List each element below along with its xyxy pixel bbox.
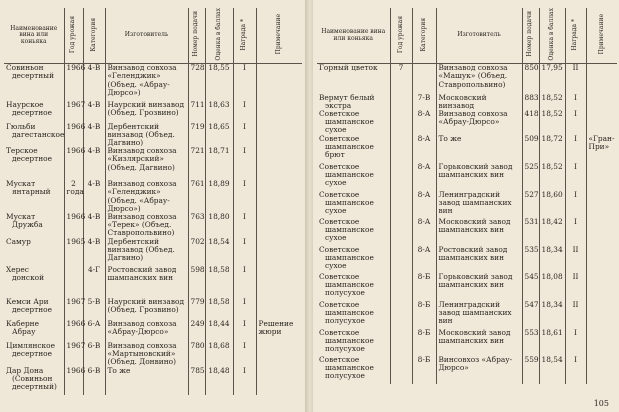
award-cell: I bbox=[565, 191, 586, 218]
award-cell: I bbox=[565, 135, 586, 163]
table-row bbox=[317, 135, 617, 163]
producer-cell: Ленинградский завод шампанских вин bbox=[436, 191, 522, 218]
award-cell: I bbox=[233, 320, 256, 342]
harvest-year-cell bbox=[390, 94, 412, 110]
harvest-year-cell: 7 bbox=[390, 64, 412, 94]
harvest-year-cell: 1966 bbox=[64, 320, 83, 342]
wine-name-cell: Советское шампанское полусухое bbox=[319, 327, 374, 354]
wine-name-cell: Советское шампанское брют bbox=[319, 133, 374, 160]
category-cell bbox=[412, 64, 436, 94]
score-cell: 18,44 bbox=[205, 320, 233, 342]
category-cell: 8-Б bbox=[412, 273, 436, 301]
wine-name-cell: Советское шампанское сухое bbox=[319, 109, 374, 135]
award-cell: I bbox=[565, 218, 586, 246]
note-cell bbox=[586, 94, 617, 110]
note-cell bbox=[256, 64, 302, 101]
note-cell: «Гран-При» bbox=[586, 135, 617, 163]
wine-name-cell: Советское шампанское сухое bbox=[319, 189, 374, 216]
award-cell: I bbox=[565, 110, 586, 135]
category-cell: 4-В bbox=[83, 147, 105, 180]
producer-cell: Ростовский завод шампанских вин bbox=[436, 246, 522, 273]
header-name: Наименование вина или коньяка bbox=[10, 24, 58, 45]
score-cell: 18,48 bbox=[205, 367, 233, 395]
score-cell: 18,34 bbox=[539, 246, 565, 273]
wine-name-cell: Мускат янтарный bbox=[6, 179, 51, 197]
producer-cell: Винзавод совхоза «Терек» (Объед. Ставропольвино) bbox=[105, 213, 188, 238]
table-row bbox=[4, 298, 302, 320]
sample-number-cell: 711 bbox=[188, 101, 205, 123]
category-cell: 8-А bbox=[412, 246, 436, 273]
right-page bbox=[313, 0, 619, 412]
table-row bbox=[4, 180, 302, 213]
harvest-year-cell bbox=[390, 218, 412, 246]
award-cell: I bbox=[233, 213, 256, 238]
category-cell: 8-Б bbox=[412, 329, 436, 356]
category-cell: 4-В bbox=[83, 213, 105, 238]
sample-number-cell: 418 bbox=[522, 110, 539, 135]
sample-number-cell: 527 bbox=[522, 191, 539, 218]
category-cell: 4-В bbox=[83, 64, 105, 101]
score-cell: 18,42 bbox=[539, 218, 565, 246]
harvest-year-cell: 1966 bbox=[64, 147, 83, 180]
score-cell: 18,08 bbox=[539, 273, 565, 301]
score-cell: 18,34 bbox=[539, 301, 565, 329]
note-cell bbox=[256, 238, 302, 266]
category-cell: 8-А bbox=[412, 191, 436, 218]
note-cell: Решение жюри bbox=[256, 320, 302, 342]
producer-cell: Наурский винзавод (Объед. Грозвино) bbox=[105, 298, 188, 320]
award-cell: I bbox=[565, 356, 586, 384]
harvest-year-cell: 1966 bbox=[64, 123, 83, 148]
score-cell: 18,52 bbox=[539, 94, 565, 110]
producer-cell: Ростовский завод шампанских вин bbox=[105, 266, 188, 298]
award-cell: II bbox=[565, 64, 586, 94]
sample-number-cell: 553 bbox=[522, 329, 539, 356]
producer-cell: Винзавод совхоза «Машук» (Объед. Ставропольвино) bbox=[436, 64, 522, 94]
table-row bbox=[4, 101, 302, 123]
producer-cell: Винзавод совхоза «Кизлярский» (Объед. Дагвино) bbox=[105, 147, 188, 180]
sample-number-cell: 763 bbox=[188, 213, 205, 238]
sample-number-cell: 780 bbox=[188, 342, 205, 367]
score-cell: 18,60 bbox=[539, 191, 565, 218]
award-cell: I bbox=[565, 163, 586, 191]
sample-number-cell: 535 bbox=[522, 246, 539, 273]
score-cell: 18,54 bbox=[539, 356, 565, 384]
note-cell bbox=[586, 246, 617, 273]
table-row bbox=[4, 64, 302, 101]
awards-table-left bbox=[4, 8, 302, 395]
harvest-year-cell: 2 года bbox=[64, 180, 83, 213]
producer-cell: Горьковский завод шампанских вин bbox=[436, 163, 522, 191]
producer-cell: Наурский винзавод (Объед. Грозвино) bbox=[105, 101, 188, 123]
header-sample: Номер подачи bbox=[522, 8, 539, 64]
wine-name-cell: Цимлянское десертное bbox=[6, 340, 55, 358]
wine-name-cell: Кемси Ари десертное bbox=[6, 296, 53, 314]
award-cell: I bbox=[233, 147, 256, 180]
wine-name-cell: Советское шампанское сухое bbox=[319, 216, 374, 243]
wine-name-cell: Херес донской bbox=[6, 264, 45, 282]
table-row bbox=[317, 356, 617, 384]
category-cell: 6-В bbox=[83, 367, 105, 395]
wine-name-cell: Советское шампанское сухое bbox=[319, 161, 374, 188]
award-cell: I bbox=[565, 94, 586, 110]
category-cell: 4-В bbox=[83, 101, 105, 123]
note-cell bbox=[586, 218, 617, 246]
score-cell: 17,95 bbox=[539, 64, 565, 94]
score-cell: 18,54 bbox=[205, 238, 233, 266]
producer-cell: То же bbox=[436, 135, 522, 163]
category-cell: 8-Б bbox=[412, 356, 436, 384]
table-row bbox=[317, 301, 617, 329]
score-cell: 18,72 bbox=[539, 135, 565, 163]
note-cell bbox=[256, 298, 302, 320]
score-cell: 18,68 bbox=[205, 342, 233, 367]
harvest-year-cell bbox=[390, 301, 412, 329]
category-cell: 8-А bbox=[412, 163, 436, 191]
score-cell: 18,52 bbox=[539, 163, 565, 191]
wine-name-cell: Горный цветок bbox=[319, 63, 378, 73]
table-row bbox=[4, 213, 302, 238]
award-cell: II bbox=[565, 301, 586, 329]
header-award: Награда * bbox=[565, 8, 586, 64]
note-cell bbox=[256, 101, 302, 123]
wine-name-cell: Наурское десертное bbox=[6, 99, 53, 117]
score-cell: 18,71 bbox=[205, 147, 233, 180]
table-row bbox=[317, 64, 617, 94]
award-cell: I bbox=[565, 329, 586, 356]
harvest-year-cell bbox=[390, 273, 412, 301]
wine-name-cell: Советское шампанское полусухое bbox=[319, 299, 374, 326]
harvest-year-cell bbox=[390, 191, 412, 218]
category-cell: 7-В bbox=[412, 94, 436, 110]
note-cell bbox=[256, 180, 302, 213]
wine-name-cell: Терское десертное bbox=[6, 146, 53, 164]
table-row bbox=[4, 123, 302, 148]
producer-cell: Винсовхоз «Абрау-Дюрсо» bbox=[436, 356, 522, 384]
sample-number-cell: 547 bbox=[522, 301, 539, 329]
sample-number-cell: 249 bbox=[188, 320, 205, 342]
harvest-year-cell: 1966 bbox=[64, 367, 83, 395]
producer-cell: Горьковский завод шампанских вин bbox=[436, 273, 522, 301]
note-cell bbox=[256, 123, 302, 148]
page-number: 105 bbox=[593, 399, 609, 408]
award-cell: I bbox=[233, 180, 256, 213]
note-cell bbox=[256, 147, 302, 180]
producer-cell: Московский завод шампанских вин bbox=[436, 218, 522, 246]
harvest-year-cell: 1967 bbox=[64, 101, 83, 123]
sample-number-cell: 883 bbox=[522, 94, 539, 110]
note-cell bbox=[586, 273, 617, 301]
award-cell: I bbox=[233, 342, 256, 367]
note-cell bbox=[586, 329, 617, 356]
category-cell: 4-В bbox=[83, 238, 105, 266]
producer-cell: Винзавод совхоза «Геленджик» (Объед. «Абрау-Дюрсо») bbox=[105, 180, 188, 213]
award-cell: I bbox=[233, 101, 256, 123]
sample-number-cell: 702 bbox=[188, 238, 205, 266]
producer-cell: Московский винзавод bbox=[436, 94, 522, 110]
header-sample: Номер подачи bbox=[188, 8, 205, 64]
wine-name-cell: Советское шампанское полусухое bbox=[319, 354, 374, 381]
award-cell: I bbox=[233, 123, 256, 148]
note-cell bbox=[256, 342, 302, 367]
harvest-year-cell: 1967 bbox=[64, 298, 83, 320]
harvest-year-cell bbox=[390, 163, 412, 191]
score-cell: 18,52 bbox=[539, 110, 565, 135]
harvest-year-cell: 1966 bbox=[64, 64, 83, 101]
note-cell bbox=[586, 356, 617, 384]
harvest-year-cell bbox=[390, 110, 412, 135]
table-row bbox=[4, 238, 302, 266]
category-cell: 6-А bbox=[83, 320, 105, 342]
table-row bbox=[317, 163, 617, 191]
award-cell: I bbox=[233, 298, 256, 320]
category-cell: 8-Б bbox=[412, 301, 436, 329]
score-cell: 18,80 bbox=[205, 213, 233, 238]
table-header-row bbox=[4, 8, 302, 64]
sample-number-cell: 721 bbox=[188, 147, 205, 180]
score-cell: 18,63 bbox=[205, 101, 233, 123]
note-cell bbox=[586, 64, 617, 94]
note-cell bbox=[586, 301, 617, 329]
sample-number-cell: 719 bbox=[188, 123, 205, 148]
harvest-year-cell: 1965 bbox=[64, 238, 83, 266]
header-maker: Изготовитель bbox=[436, 8, 522, 64]
harvest-year-cell bbox=[390, 135, 412, 163]
table-row bbox=[317, 110, 617, 135]
header-year: Год урожая bbox=[64, 8, 83, 64]
award-cell: II bbox=[565, 273, 586, 301]
table-row bbox=[317, 246, 617, 273]
category-cell: 4-В bbox=[83, 180, 105, 213]
sample-number-cell: 559 bbox=[522, 356, 539, 384]
header-name: Наименование вина или коньяка bbox=[321, 28, 386, 42]
wine-name-cell: Каберне Абрау bbox=[6, 318, 39, 336]
table-row bbox=[317, 329, 617, 356]
score-cell: 18,65 bbox=[205, 123, 233, 148]
producer-cell: Винзавод совхоза «Мартыновский» (Объед. Донвино) bbox=[105, 342, 188, 367]
header-score: Оценка в баллах bbox=[539, 8, 565, 64]
sample-number-cell: 598 bbox=[188, 266, 205, 298]
table-row bbox=[4, 320, 302, 342]
table-row bbox=[317, 94, 617, 110]
sample-number-cell: 728 bbox=[188, 64, 205, 101]
header-maker: Изготовитель bbox=[105, 8, 188, 64]
note-cell bbox=[586, 191, 617, 218]
table-header-row bbox=[317, 8, 617, 64]
left-page bbox=[0, 0, 305, 412]
sample-number-cell: 761 bbox=[188, 180, 205, 213]
category-cell: 5-В bbox=[83, 298, 105, 320]
producer-cell: Московский завод шампанских вин bbox=[436, 329, 522, 356]
sample-number-cell: 531 bbox=[522, 218, 539, 246]
harvest-year-cell bbox=[390, 329, 412, 356]
harvest-year-cell bbox=[64, 266, 83, 298]
header-award: Награда * bbox=[233, 8, 256, 64]
award-cell: I bbox=[233, 367, 256, 395]
award-cell: I bbox=[233, 64, 256, 101]
producer-cell: Ленинградский завод шампанских вин bbox=[436, 301, 522, 329]
sample-number-cell: 779 bbox=[188, 298, 205, 320]
sample-number-cell: 525 bbox=[522, 163, 539, 191]
producer-cell: Дербентский винзавод (Объед. Дагвино) bbox=[105, 238, 188, 266]
score-cell: 18,89 bbox=[205, 180, 233, 213]
category-cell: 4-Г bbox=[83, 266, 105, 298]
header-note: Примечание bbox=[586, 8, 617, 64]
category-cell: 6-В bbox=[83, 342, 105, 367]
wine-name-cell: Дар Дона (Совиньон десертный) bbox=[6, 365, 57, 392]
category-cell: 8-А bbox=[412, 135, 436, 163]
awards-table-right bbox=[317, 8, 617, 384]
score-cell: 18,55 bbox=[205, 64, 233, 101]
harvest-year-cell bbox=[390, 246, 412, 273]
producer-cell: Винзавод совхоза «Геленджик» (Объед. «Абрау-Дюрсо») bbox=[105, 64, 188, 101]
wine-name-cell: Советское шампанское полусухое bbox=[319, 271, 374, 298]
table-row bbox=[317, 218, 617, 246]
table-row bbox=[317, 273, 617, 301]
producer-cell: То же bbox=[105, 367, 188, 395]
wine-name-cell: Вермут белый экстра bbox=[319, 92, 375, 110]
header-score: Оценка в баллах bbox=[205, 8, 233, 64]
category-cell: 8-А bbox=[412, 110, 436, 135]
sample-number-cell: 785 bbox=[188, 367, 205, 395]
header-note: Примечание bbox=[256, 8, 302, 64]
table-row bbox=[4, 266, 302, 298]
score-cell: 18,58 bbox=[205, 266, 233, 298]
wine-name-cell: Советское шампанское сухое bbox=[319, 244, 374, 271]
producer-cell: Винзавод совхоза «Абрау-Дюрсо» bbox=[436, 110, 522, 135]
category-cell: 8-А bbox=[412, 218, 436, 246]
producer-cell: Винзавод совхоза «Абрау-Дюрсо» bbox=[105, 320, 188, 342]
wine-name-cell: Самур bbox=[6, 236, 31, 246]
note-cell bbox=[586, 163, 617, 191]
wine-name-cell: Гюльби дагестанское bbox=[6, 121, 65, 139]
harvest-year-cell: 1966 bbox=[64, 213, 83, 238]
header-category: Категория bbox=[412, 8, 436, 64]
sample-number-cell: 545 bbox=[522, 273, 539, 301]
note-cell bbox=[256, 266, 302, 298]
producer-cell: Дербентский винзавод (Объед. Дагвино) bbox=[105, 123, 188, 148]
header-category: Категория bbox=[83, 8, 105, 64]
note-cell bbox=[256, 367, 302, 395]
header-year: Год урожая bbox=[390, 8, 412, 64]
award-cell: II bbox=[565, 246, 586, 273]
table-row bbox=[4, 147, 302, 180]
table-row bbox=[4, 367, 302, 395]
table-row bbox=[4, 342, 302, 367]
note-cell bbox=[256, 213, 302, 238]
book-gutter bbox=[305, 0, 313, 412]
wine-name-cell: Совиньон десертный bbox=[6, 63, 54, 81]
score-cell: 18,58 bbox=[205, 298, 233, 320]
award-cell: I bbox=[233, 266, 256, 298]
note-cell bbox=[586, 110, 617, 135]
award-cell: I bbox=[233, 238, 256, 266]
sample-number-cell: 509 bbox=[522, 135, 539, 163]
score-cell: 18,61 bbox=[539, 329, 565, 356]
harvest-year-cell: 1967 bbox=[64, 342, 83, 367]
sample-number-cell: 850 bbox=[522, 64, 539, 94]
table-row bbox=[317, 191, 617, 218]
category-cell: 4-В bbox=[83, 123, 105, 148]
wine-name-cell: Мускат Дружба bbox=[6, 212, 43, 230]
harvest-year-cell bbox=[390, 356, 412, 384]
